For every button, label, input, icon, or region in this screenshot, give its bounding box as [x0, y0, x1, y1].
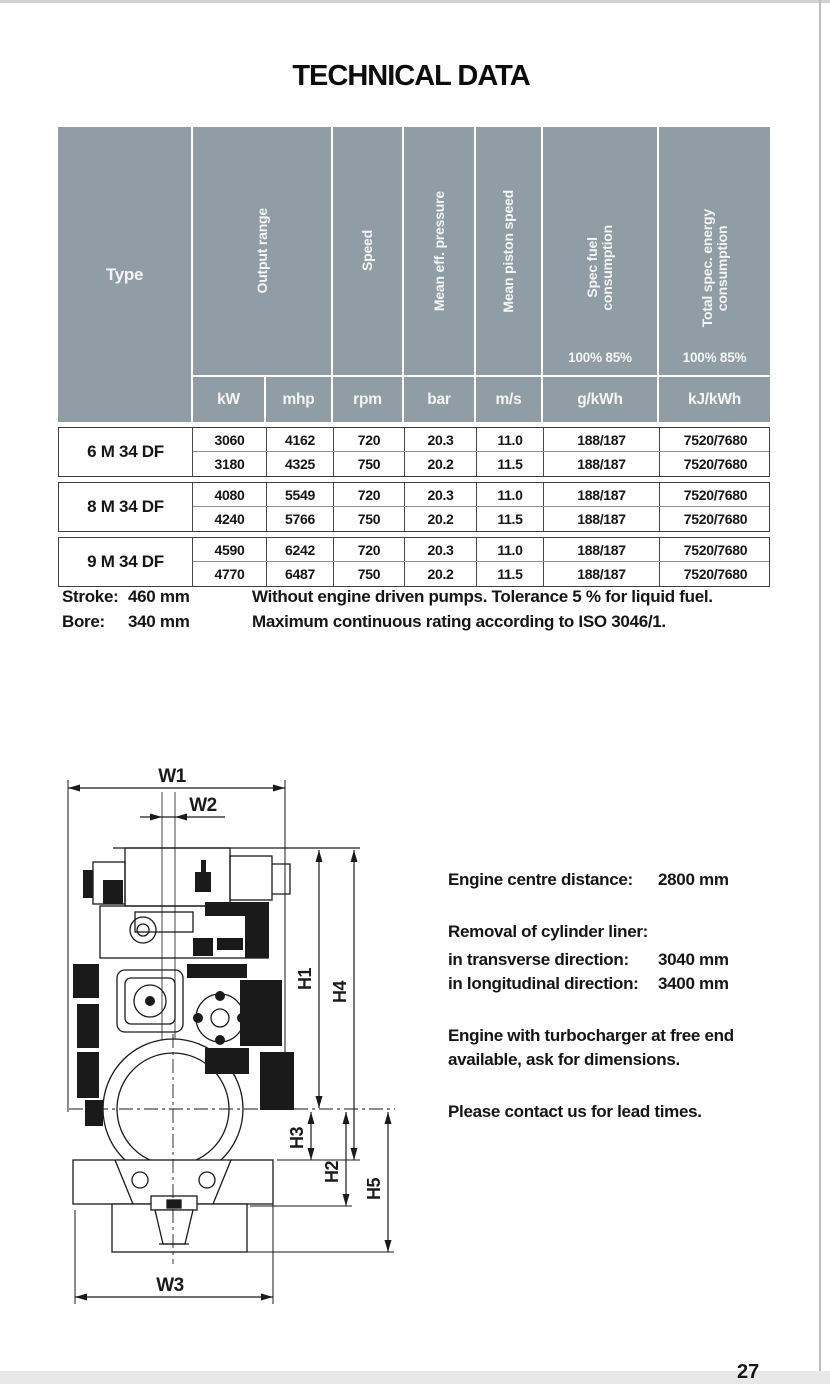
data-cell: 5766	[266, 507, 333, 531]
data-cell: 188/187	[543, 562, 659, 586]
ecd-value: 2800 mm	[658, 870, 729, 889]
header-cell-output-range	[193, 127, 331, 375]
data-cell: 188/187	[543, 483, 659, 506]
technical-data-table	[58, 127, 770, 587]
bore-label: Bore:	[62, 612, 105, 631]
w3-dimension-label: W3	[156, 1275, 184, 1296]
stroke-label: Stroke:	[62, 587, 119, 606]
header-cell-spec-fuel	[543, 127, 657, 375]
data-cell: 720	[333, 483, 404, 506]
data-cell: 4325	[266, 452, 333, 476]
data-cell: 750	[333, 562, 404, 586]
installation-info	[448, 868, 788, 1124]
data-cell: 11.5	[476, 452, 543, 476]
h2-dimension-label: H2	[322, 1160, 342, 1184]
data-cell: 20.3	[404, 538, 476, 561]
stroke-note	[62, 584, 190, 609]
unit-cell-rpm: rpm	[333, 377, 402, 422]
data-cell: 11.5	[476, 562, 543, 586]
data-cell: 7520/7680	[659, 538, 771, 561]
data-cell: 4590	[214, 541, 245, 558]
table-subrow	[193, 507, 769, 531]
header-cell-total-spec-energy	[659, 127, 770, 375]
ecd-label: Engine centre distance:	[448, 870, 633, 889]
bore-value: 340 mm	[128, 612, 190, 631]
type-header-label: Type	[105, 264, 144, 284]
data-cell: 4770	[214, 566, 245, 582]
page-title: TECHNICAL DATA	[292, 60, 530, 92]
contact-note: Please contact us for lead times.	[448, 1102, 702, 1121]
header-cell-type	[58, 127, 191, 422]
w1-dimension-label: W1	[158, 766, 186, 787]
liner-heading: Removal of cylinder liner:	[448, 922, 649, 941]
dimension-notes	[62, 584, 190, 634]
unit-cell-mhp: mhp	[266, 377, 331, 422]
bore-note	[62, 609, 190, 634]
engine-centre-distance	[448, 868, 788, 892]
page-top-edge	[0, 0, 830, 3]
liner-transverse	[448, 948, 788, 972]
header-cell-speed	[333, 127, 402, 375]
data-cell: 11.0	[476, 428, 543, 451]
data-cell: 7520/7680	[659, 428, 771, 451]
table-subrow	[193, 452, 769, 476]
data-cell: 4240	[214, 511, 245, 527]
h4-dimension-label: H4	[330, 980, 350, 1004]
engine-type: 6 M 34 DF	[59, 428, 193, 476]
load-points-energy: 100% 85%	[682, 350, 747, 365]
longitudinal-value: 3400 mm	[658, 974, 729, 993]
table-subrow	[193, 562, 769, 586]
data-cell: 4080	[214, 486, 245, 503]
unit-cell-gkwh: g/kWh	[543, 377, 657, 422]
table-subrow	[193, 483, 769, 507]
data-cell: 11.0	[476, 483, 543, 506]
stroke-value: 460 mm	[128, 587, 190, 606]
data-cell: 7520/7680	[659, 507, 771, 531]
table-row-8m34df	[58, 482, 770, 532]
data-cell: 720	[333, 428, 404, 451]
data-cell: 20.2	[404, 507, 476, 531]
liner-longitudinal	[448, 972, 788, 996]
rating-note-line1: Without engine driven pumps. Tolerance 5 % for liquid fuel.	[252, 587, 713, 606]
transverse-label: in transverse direction:	[448, 950, 629, 969]
turbo-note-line1: Engine with turbocharger at free end	[448, 1026, 734, 1045]
engine-type: 9 M 34 DF	[59, 538, 193, 586]
data-cell: 6242	[266, 538, 333, 561]
mean-piston-speed-label: Mean piston speed	[500, 189, 516, 313]
longitudinal-label: in longitudinal direction:	[448, 974, 639, 993]
page-right-edge	[819, 0, 821, 1371]
rating-notes	[252, 584, 713, 634]
h1-dimension-label: H1	[295, 967, 315, 991]
data-cell: 11.5	[476, 507, 543, 531]
data-cell: 3060	[214, 431, 245, 448]
data-cell: 750	[333, 507, 404, 531]
output-range-label: Output range	[253, 208, 270, 294]
spec-fuel-label: Spec fuel consumption	[584, 225, 615, 311]
data-cell: 6487	[266, 562, 333, 586]
data-cell: 20.2	[404, 452, 476, 476]
speed-label: Speed	[359, 230, 375, 272]
data-cell: 720	[333, 538, 404, 561]
data-cell: 20.3	[404, 428, 476, 451]
data-cell: 4162	[266, 428, 333, 451]
unit-cell-kjkwh: kJ/kWh	[659, 377, 770, 422]
data-cell: 3180	[214, 456, 245, 472]
table-subrow	[193, 428, 769, 452]
data-cell: 11.0	[476, 538, 543, 561]
h5-dimension-label: H5	[364, 1177, 384, 1201]
unit-cell-kw: kW	[193, 377, 264, 422]
page-number: 27	[737, 1361, 760, 1383]
turbo-note-line2: available, ask for dimensions.	[448, 1050, 680, 1069]
table-subrow	[193, 538, 769, 562]
data-cell: 7520/7680	[659, 452, 771, 476]
h3-dimension-label: H3	[287, 1126, 307, 1150]
data-cell: 188/187	[543, 507, 659, 531]
data-cell: 188/187	[543, 428, 659, 451]
rating-note-line2: Maximum continuous rating according to ISO 3046/1.	[252, 612, 666, 631]
engine-type: 8 M 34 DF	[59, 483, 193, 531]
engine-dimension-drawing	[55, 752, 405, 1322]
data-cell: 188/187	[543, 452, 659, 476]
data-cell: 7520/7680	[659, 562, 771, 586]
data-cell: 20.3	[404, 483, 476, 506]
w2-dimension-label: W2	[189, 795, 217, 816]
header-cell-mean-eff-pressure	[404, 127, 474, 375]
table-row-6m34df	[58, 427, 770, 477]
data-cell: 20.2	[404, 562, 476, 586]
header-cell-mean-piston-speed	[476, 127, 541, 375]
data-cell: 5549	[266, 483, 333, 506]
data-cell: 7520/7680	[659, 483, 771, 506]
table-row-9m34df	[58, 537, 770, 587]
load-points-fuel: 100% 85%	[568, 350, 632, 365]
unit-cell-ms: m/s	[476, 377, 541, 422]
data-cell: 188/187	[543, 538, 659, 561]
data-cell: 750	[333, 452, 404, 476]
mean-eff-pressure-label: Mean eff. pressure	[430, 190, 447, 312]
total-spec-energy-label: Total spec. energy consumption	[698, 208, 730, 328]
transverse-value: 3040 mm	[658, 950, 729, 969]
unit-cell-bar: bar	[404, 377, 474, 422]
